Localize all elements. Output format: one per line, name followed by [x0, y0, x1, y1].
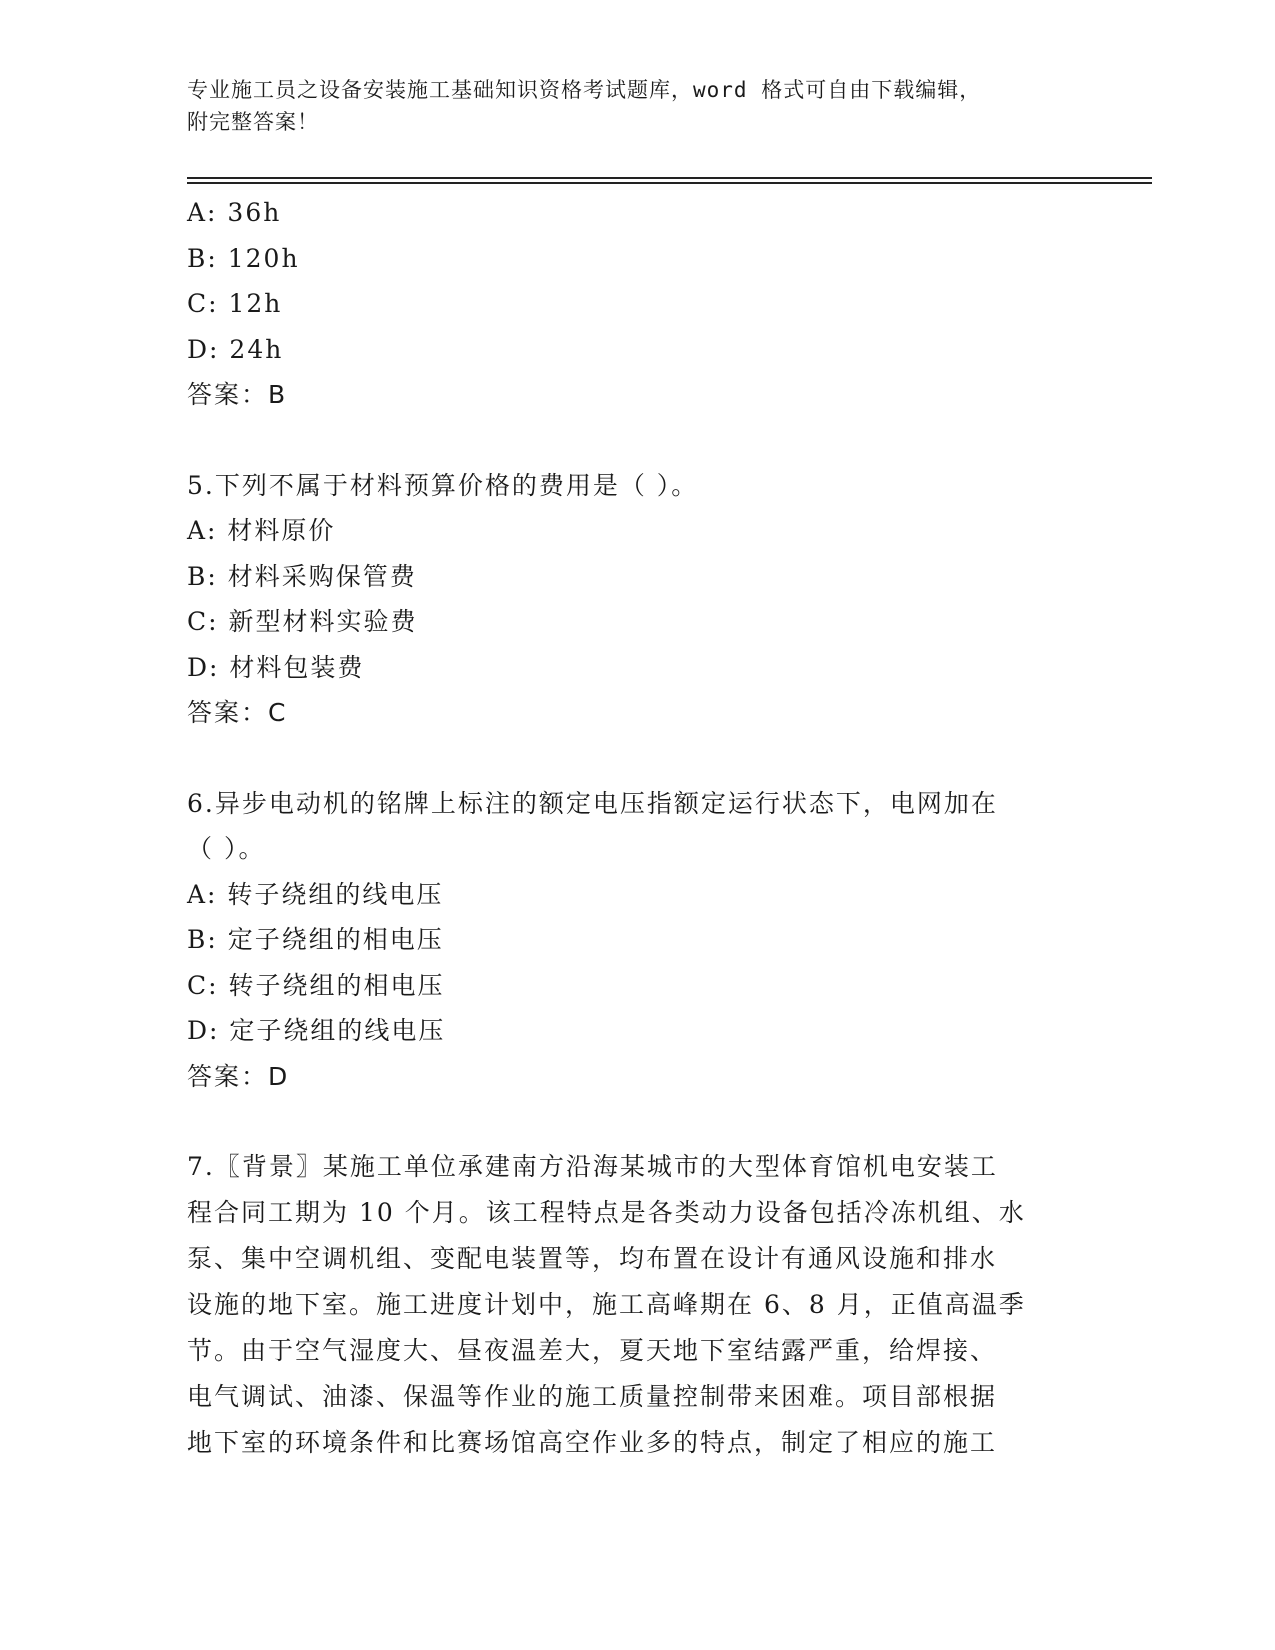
- option-b: B: 120h: [187, 243, 300, 273]
- question-text: 5.下列不属于材料预算价格的费用是（ ）。: [187, 470, 699, 500]
- option-b: B: 定子绕组的相电压: [187, 925, 444, 954]
- paragraph-line: 泵、集中空调机组、变配电装置等，均布置在设计有通风设施和排水: [187, 1244, 998, 1273]
- question-content: [187, 190, 1067, 1466]
- option-c: C: 12h: [187, 289, 283, 318]
- paragraph-line: 7.〖背景〗某施工单位承建南方沿海某城市的大型体育馆机电安装工: [187, 1152, 998, 1181]
- answer: 答案：C: [187, 698, 288, 727]
- option-c: C: 转子绕组的相电压: [187, 970, 445, 1000]
- option-a: A: 36h: [187, 198, 282, 227]
- question-6: [187, 781, 1067, 1100]
- option-b: B: 材料采购保管费: [187, 561, 417, 591]
- paragraph-line: 地下室的环境条件和比赛场馆高空作业多的特点，制定了相应的施工: [187, 1428, 998, 1457]
- option-d: D: 定子绕组的线电压: [187, 1016, 446, 1045]
- option-a: A: 材料原价: [187, 516, 336, 545]
- question-7: [187, 1144, 1067, 1466]
- header-divider-top: [187, 177, 1152, 179]
- paragraph-line: 设施的地下室。施工进度计划中，施工高峰期在 6、8 月，正值高温季: [187, 1290, 1026, 1319]
- question-text-line-2: （ ）。: [187, 834, 266, 863]
- answer: 答案：B: [187, 380, 288, 409]
- paragraph-line: 电气调试、油漆、保温等作业的施工质量控制带来困难。项目部根据: [187, 1382, 998, 1411]
- option-d: D: 24h: [187, 334, 284, 364]
- option-c: C: 新型材料实验费: [187, 607, 418, 636]
- document-header: [187, 74, 1067, 138]
- paragraph-line: 程合同工期为 10 个月。该工程特点是各类动力设备包括冷冻机组、水: [187, 1198, 1026, 1227]
- header-line-2: 附完整答案！: [187, 110, 319, 134]
- question-5: [187, 463, 1067, 736]
- question-text-line-1: 6.异步电动机的铭牌上标注的额定电压指额定运行状态下，电网加在: [187, 788, 998, 818]
- option-a: A: 转子绕组的线电压: [187, 879, 444, 909]
- paragraph-line: 节。由于空气湿度大、昼夜温差大，夏天地下室结露严重，给焊接、: [187, 1336, 998, 1365]
- question-4: [187, 190, 1067, 418]
- header-line-1: 专业施工员之设备安装施工基础知识资格考试题库，word 格式可自由下载编辑，: [187, 78, 982, 102]
- answer: 答案：D: [187, 1061, 290, 1091]
- header-divider-bottom: [187, 182, 1152, 184]
- option-d: D: 材料包装费: [187, 652, 365, 682]
